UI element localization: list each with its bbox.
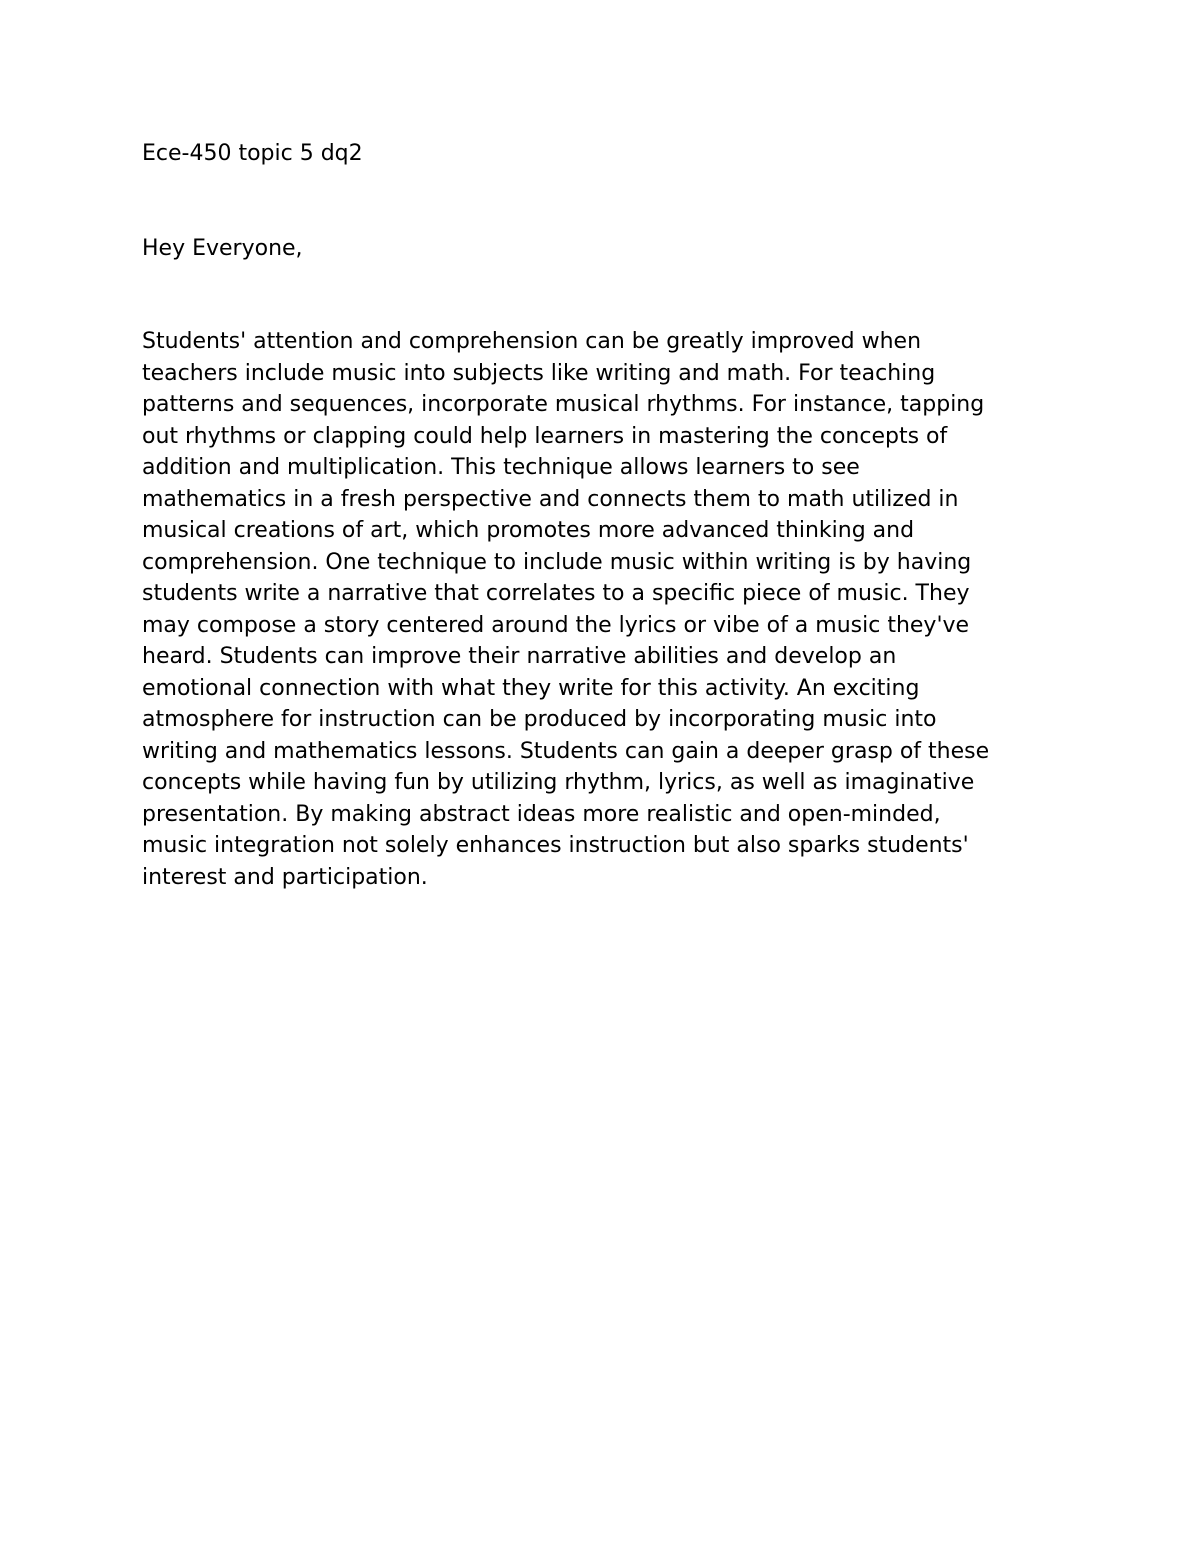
body-paragraph [142,326,1062,893]
greeting: Hey Everyone, [142,235,303,261]
body-line: patterns and sequences, incorporate musical rhythms. For instance, tapping [142,392,985,417]
body-line: comprehension. One technique to include music within writing is by having [142,549,972,575]
body-line: music integration not solely enhances instruction but also sparks students' [142,833,969,858]
body-line: heard. Students can improve their narrative abilities and develop an [142,644,897,669]
body-line: interest and participation. [142,864,428,890]
body-line: concepts while having fun by utilizing rhythm, lyrics, as well as imaginative [142,770,975,795]
body-line: presentation. By making abstract ideas more realistic and open-minded, [142,801,941,827]
body-line: writing and mathematics lessons. Students can gain a deeper grasp of these [142,738,990,764]
body-line: may compose a story centered around the lyrics or vibe of a music they've [142,612,970,638]
body-line: musical creations of art, which promotes more advanced thinking and [142,518,915,543]
body-line: teachers include music into subjects like writing and math. For teaching [142,360,936,386]
body-line: emotional connection with what they write for this activity. An exciting [142,675,920,701]
document-title: Ece-450 topic 5 dq2 [142,141,363,166]
document-content [142,138,1062,893]
body-line: mathematics in a fresh perspective and connects them to math utilized in [142,486,959,512]
body-line: students write a narrative that correlates to a specific piece of music. They [142,581,970,606]
body-line: atmosphere for instruction can be produced by incorporating music into [142,707,937,732]
body-line: addition and multiplication. This technique allows learners to see [142,455,860,480]
body-line: out rhythms or clapping could help learners in mastering the concepts of [142,423,948,449]
body-line: Students' attention and comprehension can be greatly improved when [142,329,922,354]
